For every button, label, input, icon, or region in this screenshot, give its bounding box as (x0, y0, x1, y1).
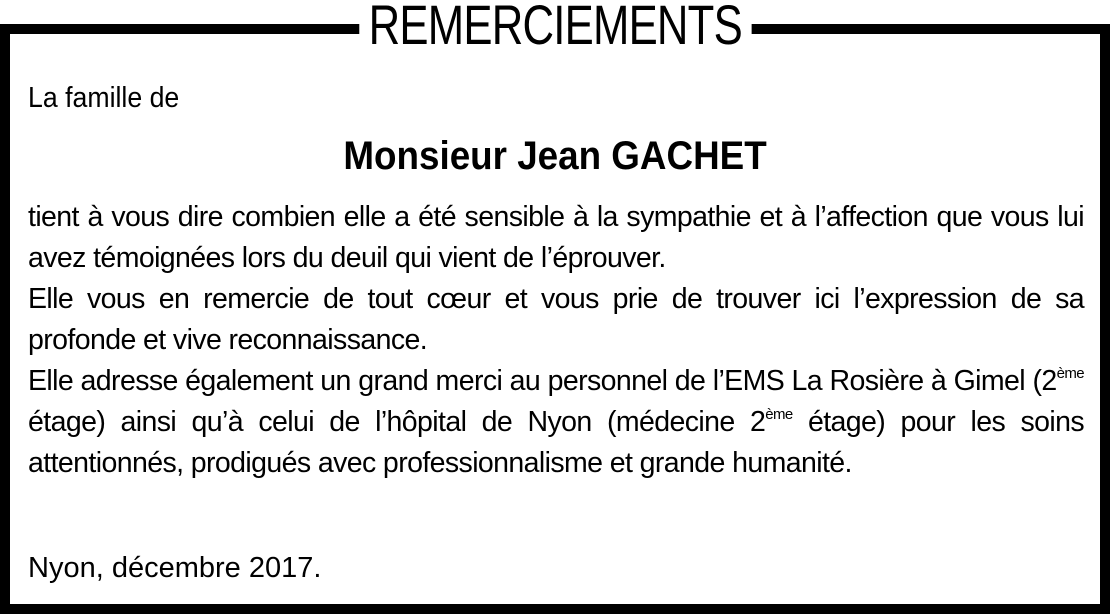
superscript-ordinal-1: ème (1056, 365, 1084, 382)
deceased-name (0, 128, 1110, 184)
superscript-ordinal-2: ème (765, 406, 793, 423)
notice-body (28, 197, 1084, 484)
paragraph-3 (28, 361, 1084, 484)
paragraph-2: Elle vous en remercie de tout cœur et vous prie de trouver ici l’expression de sa profonde et vive reconnaissance. (28, 283, 1084, 356)
deceased-name-text: Monsieur Jean GACHET (343, 134, 767, 178)
signoff-place-date: Nyon, décembre 2017. (28, 552, 322, 584)
paragraph-3-part-2: étage) ainsi qu’à celui de l’hôpital de Nyon (médecine 2 (28, 406, 766, 438)
intro-line: La famille de (28, 82, 180, 114)
paragraph-3-part-1: Elle adresse également un grand merci au personnel de l’EMS La Rosière à Gimel (2 (28, 365, 1057, 397)
paragraph-1: tient à vous dire combien elle a été sensible à la sympathie et à l’affection que vous lui avez témoignées lors du deuil qui vient de l’éprouver. (28, 201, 1084, 274)
notice-heading-text: REMERCIEMENTS (359, 0, 751, 56)
paragraph-3-part-3: étage) pour les soins attentionnés, prodigués avec professionnalisme et grande humanité. (28, 406, 1084, 479)
